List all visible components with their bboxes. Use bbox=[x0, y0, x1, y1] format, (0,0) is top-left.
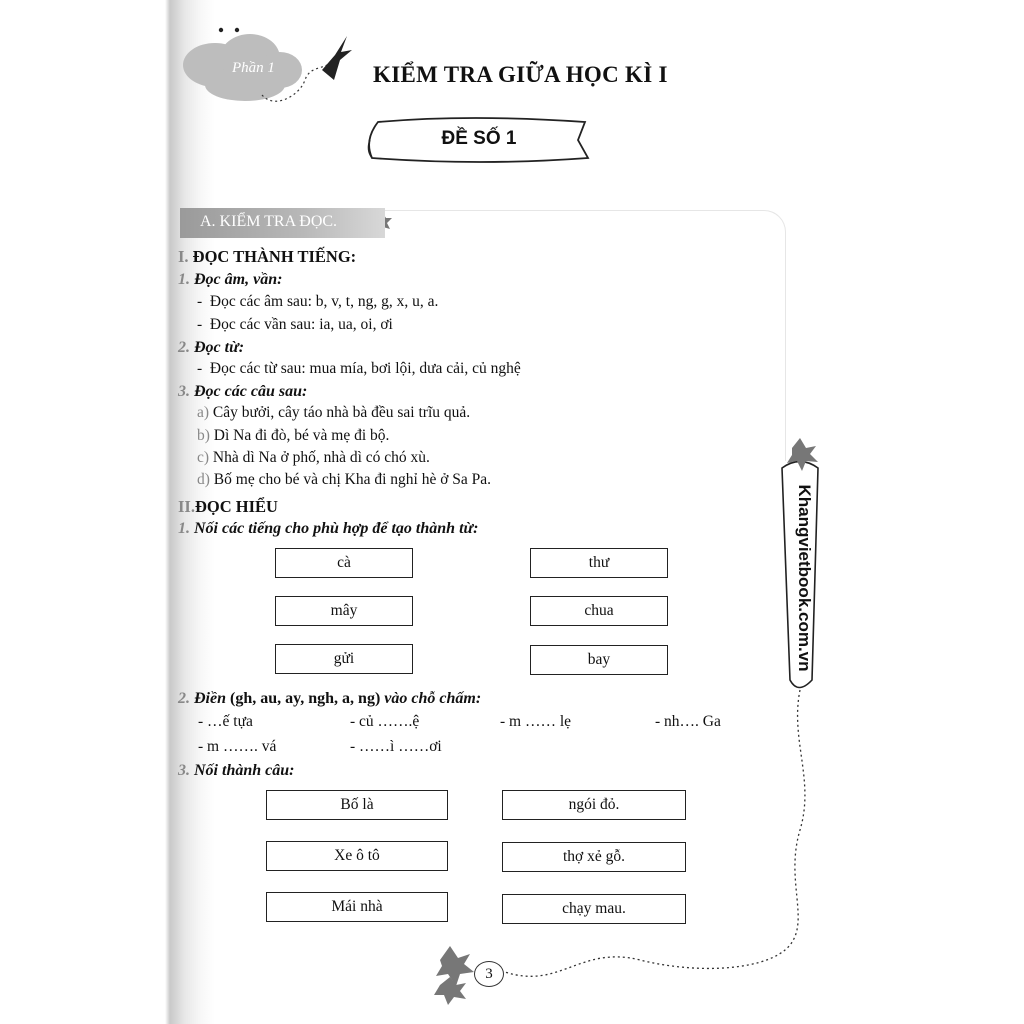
word-box-left: cà bbox=[275, 548, 413, 578]
part2-heading: II.ĐỌC HIỂU bbox=[178, 497, 278, 516]
word-box-right: thư bbox=[530, 548, 668, 578]
match-words-heading: 1. Nối các tiếng cho phù hợp để tạo thành từ: bbox=[178, 520, 479, 537]
word-box-left: gửi bbox=[275, 644, 413, 674]
fill-blank-heading: 2. Điền (gh, au, ay, ngh, a, ng) vào chỗ chấm: bbox=[178, 690, 482, 707]
page-title: KIỂM TRA GIỮA HỌC KÌ I bbox=[373, 62, 668, 87]
fill-item: - củ …….ệ bbox=[350, 713, 420, 730]
dots-icon bbox=[219, 28, 239, 32]
sentence-item: d) Bố mẹ cho bé và chị Kha đi nghỉ hè ở Sa Pa. bbox=[197, 471, 492, 488]
make-sentence-heading: 3. Nối thành câu: bbox=[178, 762, 295, 779]
sentence-item: a) Cây bưởi, cây táo nhà bà đều sai trĩu quả. bbox=[197, 404, 471, 421]
bird-icon bbox=[322, 36, 352, 80]
word-box-left: mây bbox=[275, 596, 413, 626]
part-label: Phần 1 bbox=[232, 60, 275, 76]
list-item: - Đọc các từ sau: mua mía, bơi lội, dưa cải, củ nghệ bbox=[197, 360, 521, 377]
list-item: - Đọc các âm sau: b, v, t, ng, g, x, u, a. bbox=[197, 293, 439, 310]
part1-heading: I. ĐỌC THÀNH TIẾNG: bbox=[178, 247, 357, 266]
fill-item: - nh…. Ga bbox=[655, 713, 721, 730]
sentence-item: b) Dì Na đi đò, bé và mẹ đi bộ. bbox=[197, 427, 390, 444]
exam-number: ĐỀ SỐ 1 bbox=[441, 128, 517, 149]
fill-item: - m …… lẹ bbox=[500, 713, 572, 730]
q3-heading: 3. Đọc các câu sau: bbox=[178, 383, 308, 400]
sentence-box-right: thợ xẻ gỗ. bbox=[502, 842, 686, 872]
footer-leaves-icon bbox=[434, 946, 474, 1005]
publisher-website: Khangvietbook.com.vn bbox=[795, 484, 814, 672]
sentence-box-left: Xe ô tô bbox=[266, 841, 448, 871]
section-a-title: A. KIỂM TRA ĐỌC. bbox=[200, 213, 338, 230]
q1-heading: 1. Đọc âm, vần: bbox=[178, 271, 283, 288]
sentence-box-left: Bố là bbox=[266, 790, 448, 820]
fill-item: - …ế tựa bbox=[198, 713, 253, 730]
q2-heading: 2. Đọc từ: bbox=[178, 339, 245, 356]
fill-item: - m ……. vá bbox=[198, 738, 277, 755]
sentence-item: c) Nhà dì Na ở phố, nhà dì có chó xù. bbox=[197, 449, 430, 466]
sentence-box-left: Mái nhà bbox=[266, 892, 448, 922]
page-number: 3 bbox=[474, 961, 504, 987]
sentence-box-right: ngói đỏ. bbox=[502, 790, 686, 820]
fill-item: - ……ì ……ơi bbox=[350, 738, 442, 755]
decorative-frame bbox=[385, 210, 786, 461]
sentence-box-right: chạy mau. bbox=[502, 894, 686, 924]
word-box-right: bay bbox=[530, 645, 668, 675]
list-item: - Đọc các vần sau: ia, ua, oi, ơi bbox=[197, 316, 393, 333]
dotted-trail bbox=[505, 690, 805, 976]
word-box-right: chua bbox=[530, 596, 668, 626]
